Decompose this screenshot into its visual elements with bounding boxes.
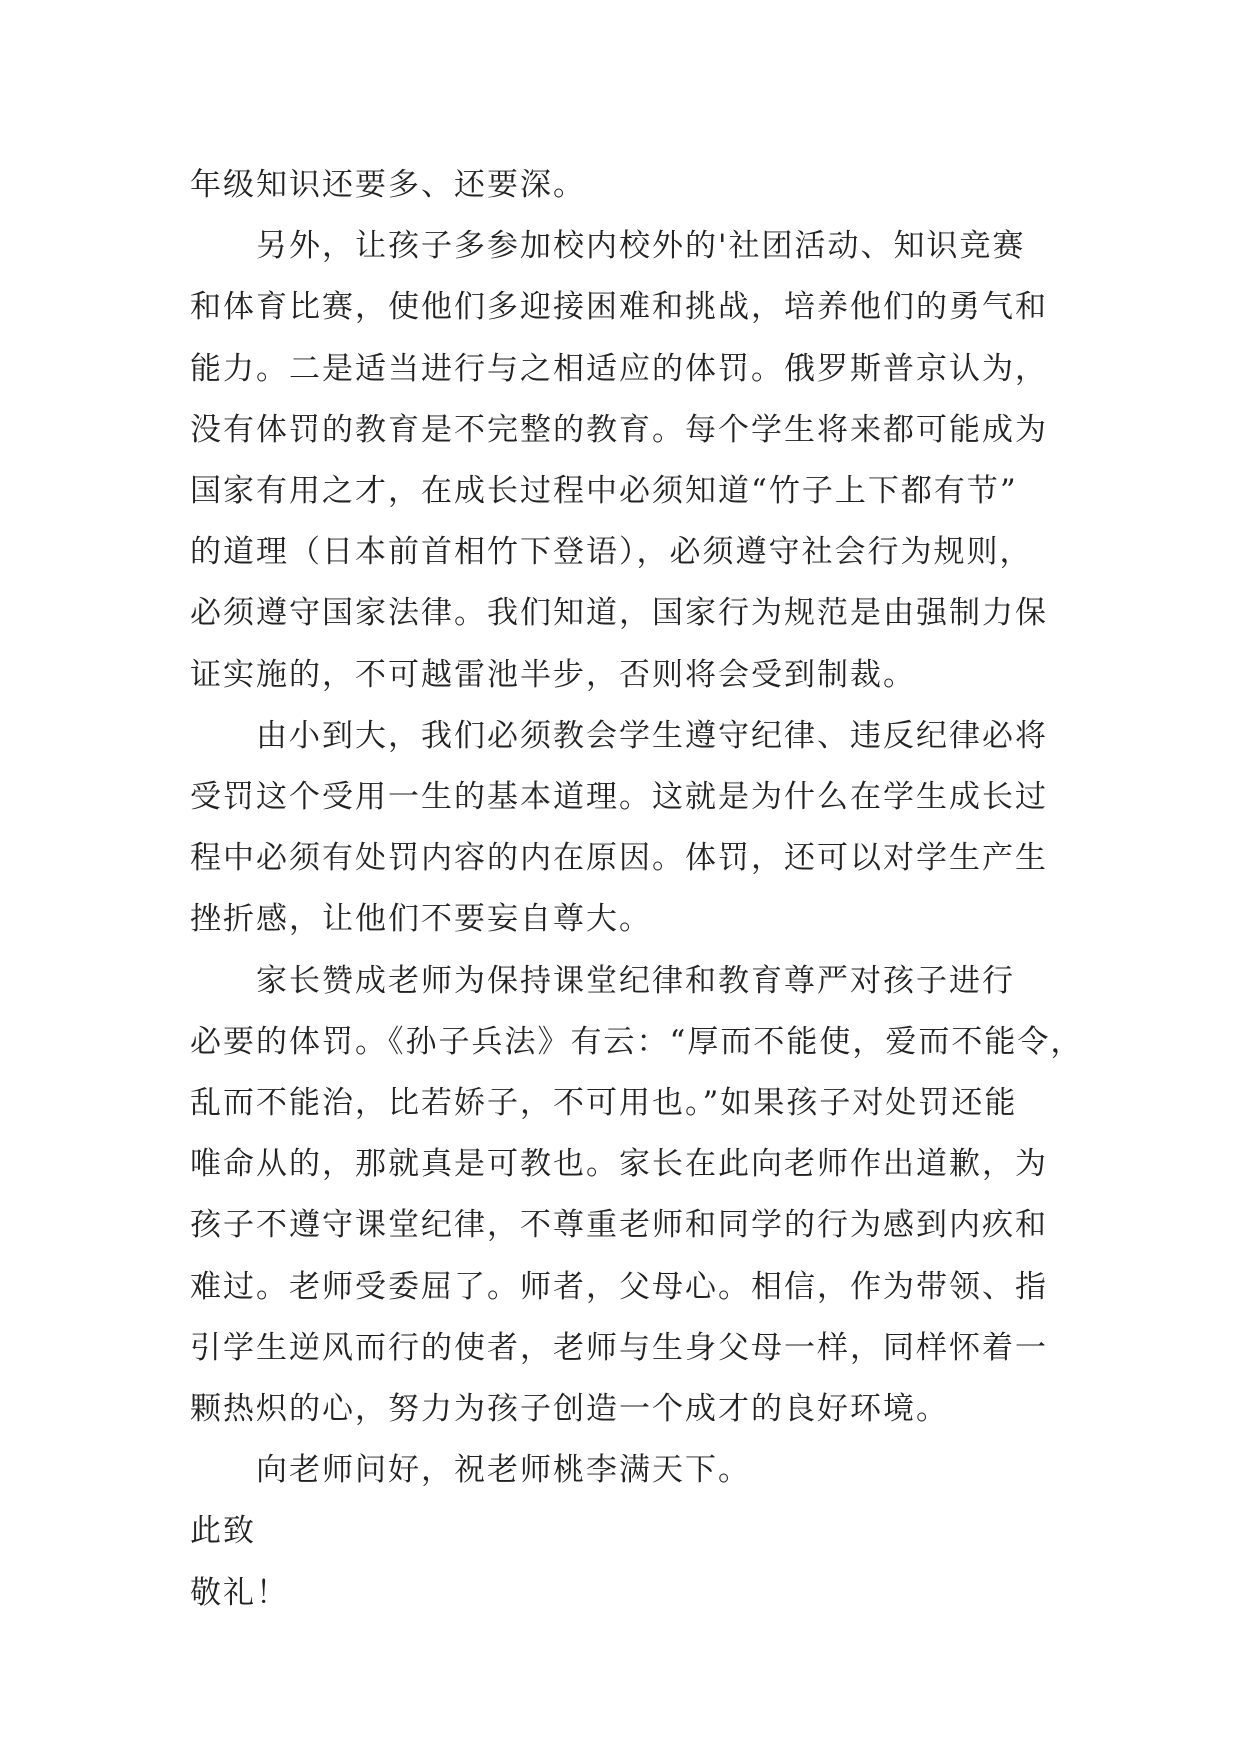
text-line: 此致 [190,1513,256,1550]
text-line: 证实施的，不可越雷池半步，否则将会受到制裁。 [190,656,916,693]
letter-body [190,155,1084,1624]
paragraph-1 [190,155,1070,216]
paragraph-4 [190,951,1084,1441]
text-line: 没有体罚的教育是不完整的教育。每个学生将来都可能成为 [190,411,1048,448]
text-line: 难过。老师受委屈了。师者，父母心。相信，作为带领、指 [190,1268,1048,1305]
closing-regards [190,1563,1070,1624]
closing-salutation [190,1501,1070,1562]
text-line: 的道理（日本前首相竹下登语），必须遵守社会行为规则， [190,534,1033,571]
paragraph-2 [190,216,1070,706]
text-line: 年级知识还要多、还要深。 [190,167,586,203]
text-line: 由小到大，我们必须教会学生遵守纪律、违反纪律必将 [256,717,1048,754]
text-line: 能力。二是适当进行与之相适应的体罚。俄罗斯普京认为， [190,350,1048,387]
text-line: 受罚这个受用一生的基本道理。这就是为什么在学生成长过 [190,779,1048,816]
paragraph-3 [190,706,1070,951]
text-line: 唯命从的，那就真是可教也。家长在此向老师作出道歉，为 [190,1146,1048,1183]
text-line: 国家有用之才，在成长过程中必须知道“竹子上下都有节” [190,473,1018,510]
text-line: 家长赞成老师为保持课堂纪律和教育尊严对孩子进行 [256,962,1015,999]
text-line: 向老师问好，祝老师桃李满天下。 [256,1452,751,1489]
text-line: 和体育比赛，使他们多迎接困难和挑战，培养他们的勇气和 [190,289,1048,326]
text-line: 敬礼！ [190,1574,289,1611]
text-line: 程中必须有处罚内容的内在原因。体罚，还可以对学生产生 [190,840,1048,877]
text-line: 必须遵守国家法律。我们知道，国家行为规范是由强制力保 [190,595,1048,632]
text-line: 颗热炽的心，努力为孩子创造一个成才的良好环境。 [190,1391,949,1428]
text-line: 孩子不遵守课堂纪律，不尊重老师和同学的行为感到内疚和 [190,1207,1048,1244]
paragraph-5 [190,1440,1070,1501]
text-line: 另外，让孩子多参加校内校外的'社团活动、知识竞赛 [256,228,1026,265]
text-line: 乱而不能治，比若娇子，不可用也。”如果孩子对处罚还能 [190,1085,1018,1122]
text-line: 引学生逆风而行的使者，老师与生身父母一样，同样怀着一 [190,1329,1048,1366]
text-line: 必要的体罚。《孙子兵法》有云：“厚而不能使，爱而不能令， [190,1023,1084,1060]
text-line: 挫折感，让他们不要妄自尊大。 [190,901,652,938]
